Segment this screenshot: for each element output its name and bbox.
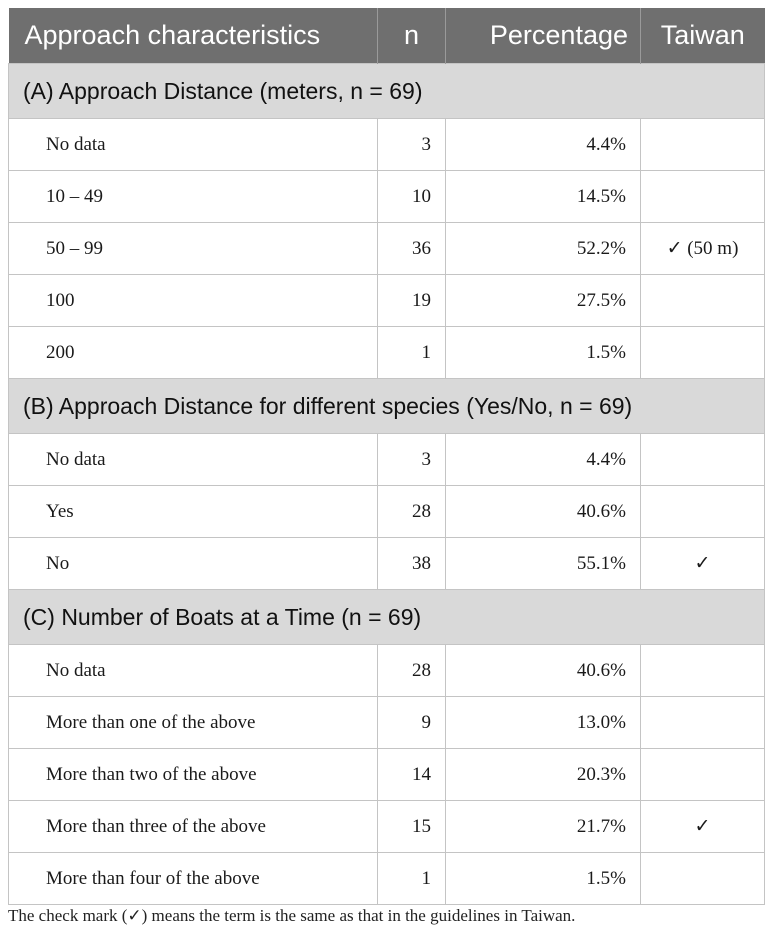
- row-count: 14: [378, 749, 446, 801]
- row-label: No data: [9, 645, 378, 697]
- row-count: 15: [378, 801, 446, 853]
- row-percentage: 4.4%: [446, 434, 641, 486]
- row-label: More than four of the above: [9, 853, 378, 905]
- row-percentage: 52.2%: [446, 223, 641, 275]
- row-taiwan-mark: [641, 853, 765, 905]
- row-taiwan-mark: [641, 119, 765, 171]
- table-row: [9, 223, 765, 275]
- row-percentage: 27.5%: [446, 275, 641, 327]
- row-label: 10 – 49: [9, 171, 378, 223]
- table-row: [9, 486, 765, 538]
- row-taiwan-mark: [641, 697, 765, 749]
- row-label: 200: [9, 327, 378, 379]
- header-taiwan: Taiwan: [641, 8, 765, 64]
- row-label: More than three of the above: [9, 801, 378, 853]
- table-row: [9, 327, 765, 379]
- row-taiwan-mark: [641, 486, 765, 538]
- table-row: [9, 801, 765, 853]
- row-count: 1: [378, 327, 446, 379]
- row-taiwan-mark: [641, 275, 765, 327]
- row-percentage: 55.1%: [446, 538, 641, 590]
- table-row: [9, 538, 765, 590]
- row-taiwan-mark: [641, 171, 765, 223]
- row-taiwan-mark: ✓ (50 m): [641, 223, 765, 275]
- section-title: (C) Number of Boats at a Time (n = 69): [9, 590, 765, 645]
- section-header-row: [9, 590, 765, 645]
- row-taiwan-mark: [641, 749, 765, 801]
- header-percentage: Percentage: [446, 8, 641, 64]
- table-row: [9, 697, 765, 749]
- row-percentage: 40.6%: [446, 645, 641, 697]
- row-label: No data: [9, 119, 378, 171]
- header-row: [9, 8, 765, 64]
- row-taiwan-mark: [641, 434, 765, 486]
- row-label: Yes: [9, 486, 378, 538]
- row-percentage: 14.5%: [446, 171, 641, 223]
- table-row: [9, 749, 765, 801]
- row-label: No data: [9, 434, 378, 486]
- section-title: (A) Approach Distance (meters, n = 69): [9, 64, 765, 119]
- row-label: 50 – 99: [9, 223, 378, 275]
- table-row: [9, 434, 765, 486]
- row-percentage: 1.5%: [446, 327, 641, 379]
- table-footnote: The check mark (✓) means the term is the same as that in the guidelines in Taiwan.: [8, 906, 576, 925]
- row-count: 9: [378, 697, 446, 749]
- row-percentage: 4.4%: [446, 119, 641, 171]
- row-label: More than two of the above: [9, 749, 378, 801]
- row-taiwan-mark: ✓: [641, 801, 765, 853]
- row-count: 1: [378, 853, 446, 905]
- section-title: (B) Approach Distance for different species (Yes/No, n = 69): [9, 379, 765, 434]
- header-n: n: [378, 8, 446, 64]
- row-count: 19: [378, 275, 446, 327]
- row-taiwan-mark: ✓: [641, 538, 765, 590]
- table-row: [9, 645, 765, 697]
- table-row: [9, 275, 765, 327]
- row-percentage: 13.0%: [446, 697, 641, 749]
- row-count: 36: [378, 223, 446, 275]
- table-header: [9, 8, 765, 64]
- row-count: 3: [378, 119, 446, 171]
- table-row: [9, 119, 765, 171]
- row-label: No: [9, 538, 378, 590]
- row-taiwan-mark: [641, 327, 765, 379]
- row-label: More than one of the above: [9, 697, 378, 749]
- row-count: 28: [378, 645, 446, 697]
- section-header-row: [9, 379, 765, 434]
- row-percentage: 20.3%: [446, 749, 641, 801]
- row-percentage: 1.5%: [446, 853, 641, 905]
- row-taiwan-mark: [641, 645, 765, 697]
- row-count: 28: [378, 486, 446, 538]
- section-header-row: [9, 64, 765, 119]
- table-row: [9, 171, 765, 223]
- table-row: [9, 853, 765, 905]
- row-percentage: 21.7%: [446, 801, 641, 853]
- data-table: [8, 8, 765, 905]
- row-percentage: 40.6%: [446, 486, 641, 538]
- row-label: 100: [9, 275, 378, 327]
- row-count: 3: [378, 434, 446, 486]
- table-body: [9, 64, 765, 905]
- header-characteristic: Approach characteristics: [9, 8, 378, 64]
- row-count: 10: [378, 171, 446, 223]
- row-count: 38: [378, 538, 446, 590]
